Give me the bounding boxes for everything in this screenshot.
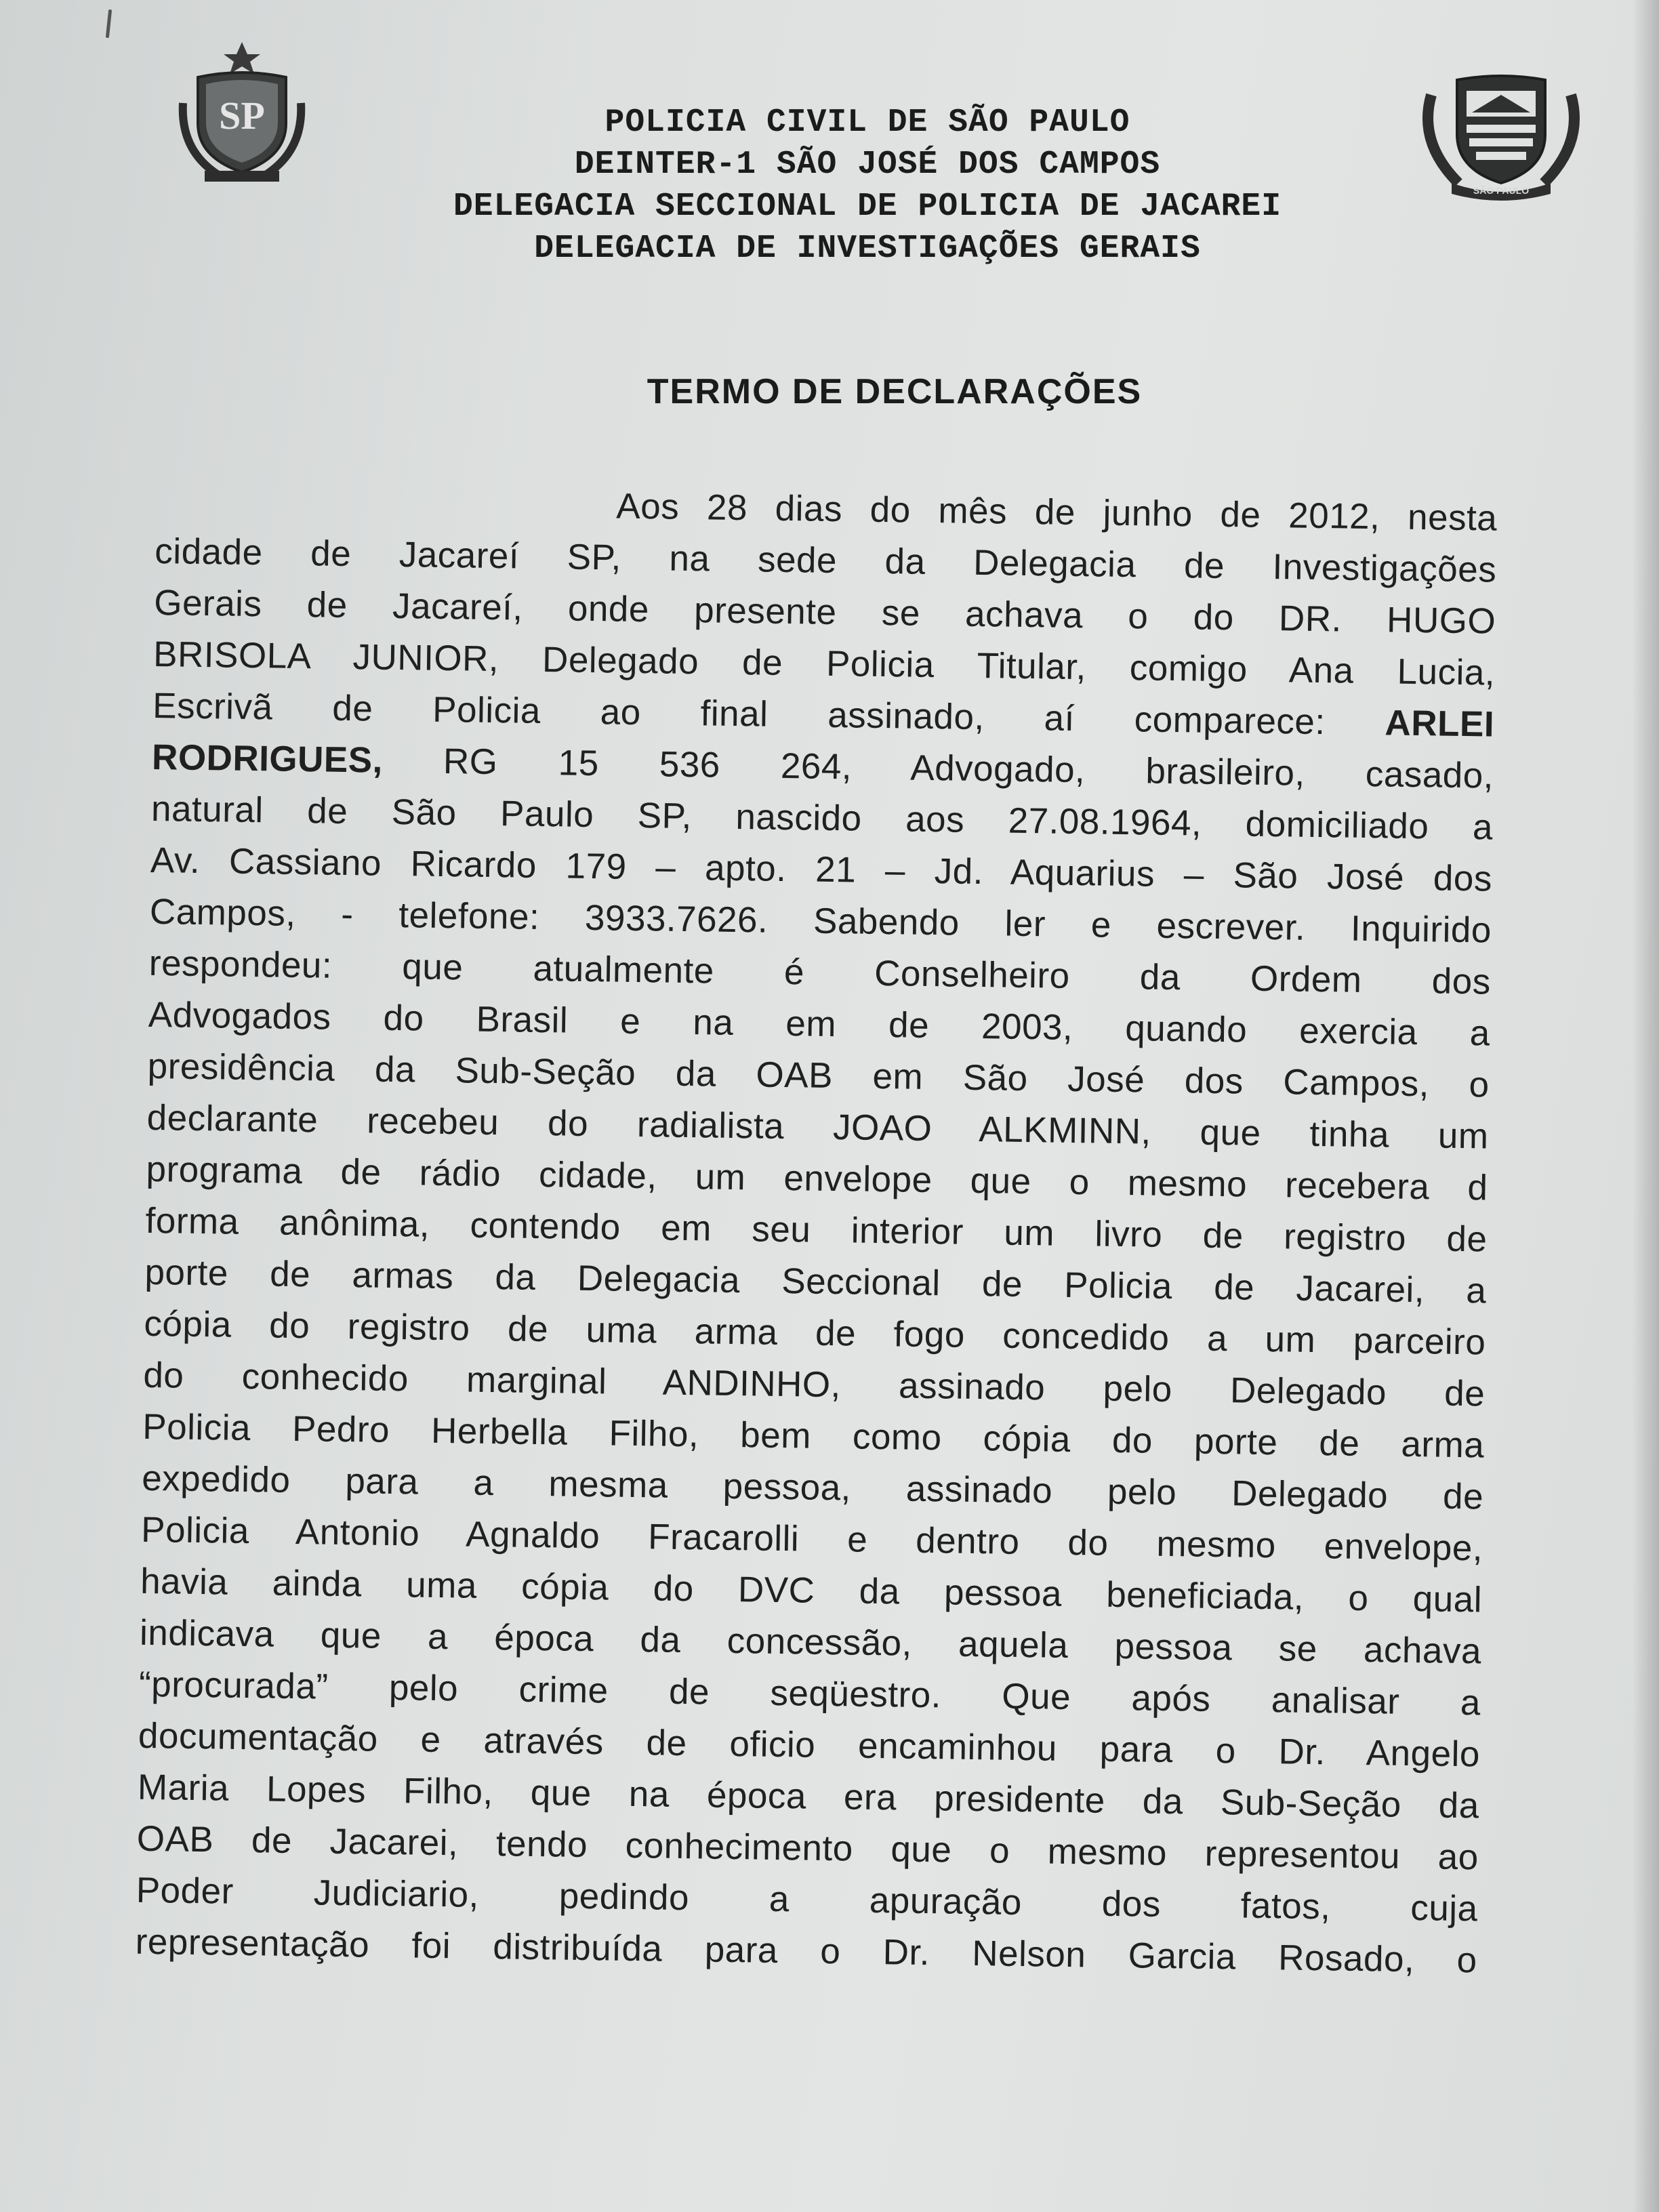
body-line: cidade de Jacareí SP, na sede da Delegacia de Investigações [155,531,1497,590]
body-line: Gerais de Jacareí, onde presente se achava o do DR. HUGO [153,582,1496,642]
body-line: Advogados do Brasil e na em de 2003, quando exercia a [148,994,1491,1054]
body-line: documentação e através de oficio encaminhou para o Dr. Angelo [138,1715,1481,1775]
body-line: representação foi distribuída para o Dr. Nelson Garcia Rosado, o [135,1921,1477,1981]
body-line: OAB de Jacarei, tendo conhecimento que o mesmo representou ao [136,1818,1479,1878]
header-line-3: DELEGACIA SECCIONAL DE POLICIA DE JACAREI [453,188,1282,225]
body-line: Campos, - telefone: 3933.7626. Sabendo ler e escrever. Inquirido [149,891,1492,951]
body-line: presidência da Sub-Seção da OAB em São José dos Campos, o [147,1046,1490,1105]
body-line: do conhecido marginal ANDINHO, assinado pelo Delegado de [143,1355,1486,1414]
body-line: Maria Lopes Filho, que na época era presidente da Sub-Seção da [137,1767,1480,1826]
body-line: “procurada” pelo crime de seqüestro. Que após analisar a [138,1664,1481,1723]
document-title: TERMO DE DECLARAÇÕES [647,372,1143,411]
body-line: Av. Cassiano Ricardo 179 – apto. 21 – Jd. Aquarius – São José dos [150,840,1493,899]
body-line: expedido para a mesma pessoa, assinado pelo Delegado de [141,1458,1484,1517]
header-line-2: DEINTER-1 SÃO JOSÉ DOS CAMPOS [574,146,1161,183]
sao-paulo-state-coat-of-arms-icon [1418,68,1584,201]
seal-left-text: SP [219,94,265,138]
body-line: indicava que a época da concessão, aquela pessoa se achava [139,1612,1482,1672]
pen-mark [106,9,112,38]
body-line: Policia Pedro Herbella Filho, bem como cópia do porte de arma [142,1406,1485,1466]
body-line: Poder Judiciario, pedindo a apuração dos fatos, cuja [136,1870,1479,1929]
header-line-1: POLICIA CIVIL DE SÃO PAULO [605,104,1130,141]
header-line-4: DELEGACIA DE INVESTIGAÇÕES GERAIS [534,230,1201,267]
body-line: programa de rádio cidade, um envelope que o mesmo recebera d [146,1149,1488,1208]
body-line: natural de São Paulo SP, nascido aos 27.08.1964, domiciliado a [150,788,1494,848]
body-line: declarante recebeu do radialista JOAO ALKMINN, que tinha um [146,1097,1489,1157]
body-line: Aos 28 dias do mês de junho de 2012, nesta [615,486,1498,539]
declarant-first-name: ARLEI [1385,703,1495,745]
body-line: Policia Antonio Agnaldo Fracarolli e dentro do mesmo envelope, [140,1509,1483,1569]
declaration-body [135,474,1498,1986]
body-text-segment: RG 15 536 264, Advogado, brasileiro, casado, [443,741,1494,796]
seal-right-text: SÃO PAULO [1473,185,1530,196]
body-line: cópia do registro de uma arma de fogo concedido a um parceiro [144,1303,1486,1363]
document-header [298,102,1437,270]
sp-police-seal-icon [178,42,306,184]
body-line: respondeu: que atualmente é Conselheiro da Ordem dos [148,943,1492,1002]
body-line: forma anônima, contendo em seu interior um livro de registro de [145,1200,1488,1260]
body-line: BRISOLA JUNIOR, Delegado de Policia Titular, comigo Ana Lucia, [152,634,1496,693]
body-text-segment: Escrivã de Policia ao final assinado, aí comparece: [152,685,1326,743]
body-line: porte de armas da Delegacia Seccional de Policia de Jacarei, a [144,1252,1487,1311]
declarant-last-name: RODRIGUES, [151,737,384,781]
body-line: havia ainda uma cópia do DVC da pessoa beneficiada, o qual [140,1561,1483,1620]
